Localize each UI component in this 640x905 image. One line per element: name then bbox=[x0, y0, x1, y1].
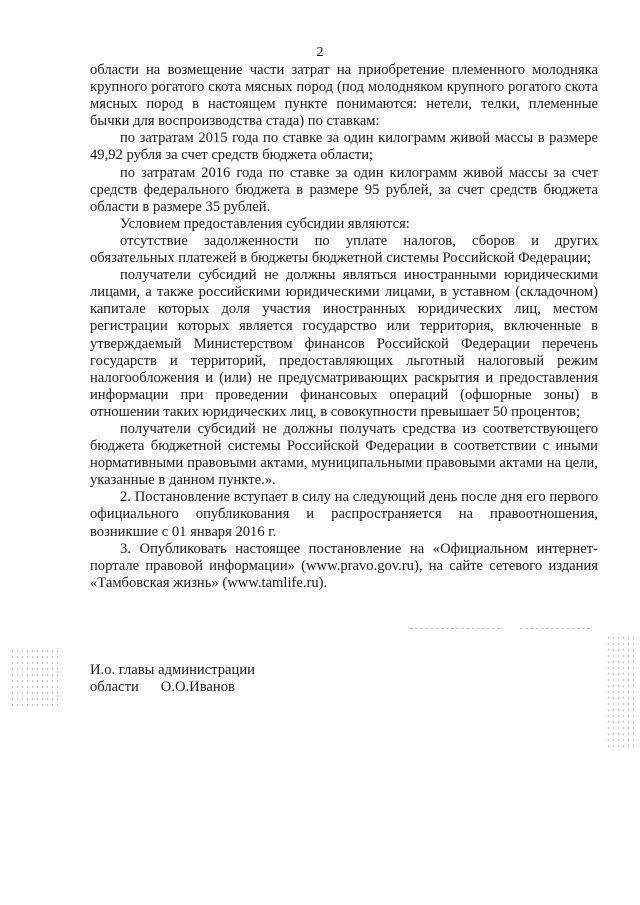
signature-block bbox=[90, 662, 255, 695]
scan-noise-right bbox=[606, 635, 634, 747]
scan-noise-left bbox=[10, 648, 58, 710]
paragraph-conditions-heading: Условием предоставления субсидии являются: bbox=[120, 215, 410, 232]
document-body bbox=[90, 62, 598, 592]
paragraph-rate-2016: по затратам 2016 года по ставке за один килограмм живой массы за счет средств федерального бюджета в размере 95 рублей, за счет средств бюджета области в размере 35 рублей. bbox=[90, 164, 598, 215]
paragraph-subsidy-rates-intro: области на возмещение части затрат на приобретение племенного молодняка крупного рогатого скота мясных пород (под молодняком крупного рогатого скота мясных пород в настоящем пункте понимаются: нетели, телки, племенные бычки для воспроизводства стада) по ставкам: bbox=[90, 62, 598, 130]
signature-region: области bbox=[90, 678, 139, 695]
page-number: 2 bbox=[316, 45, 324, 60]
paragraph-condition-no-debt: отсутствие задолженности по уплате налогов, сборов и других обязательных платежей в бюджеты бюджетной системы Российской Федерации; bbox=[90, 232, 598, 267]
paragraph-condition-no-other-funds: получатели субсидий не должны получать средства из соответствующего бюджета бюджетной системы Российской Федерации в соответствии с иными нормативными правовыми актами, муниципальными правовыми актами на цели, указанные в данном пункте.». bbox=[90, 420, 598, 489]
faint-rule bbox=[520, 628, 590, 629]
signatory-name: О.О.Иванов bbox=[160, 678, 235, 695]
signature-line-2 bbox=[90, 679, 255, 696]
paragraph-rate-2015: по затратам 2015 года по ставке за один килограмм живой массы в размере 49,92 рубля за счет средств бюджета области; bbox=[90, 130, 598, 164]
paragraph-publication: 3. Опубликовать настоящее постановление на «Официальном интернет-портале правовой информации» (www.pravo.gov.ru), на сайте сетевого издания «Тамбовская жизнь» (www.tamlife.ru). bbox=[90, 540, 598, 591]
signature-position: И.о. главы администрации bbox=[90, 662, 255, 678]
paragraph-condition-not-foreign: получатели субсидий не должны являться иностранными юридическими лицами, а также российскими юридическими лицами, в уставном (складочном) капитале которых доля участия иностранных юридических лиц, местом регистрации которых является государство или территория, включенные в утверждаемый Министерством финансов Российской Федерации перечень государств и территорий, предоставляющих льготный налоговый режим налогообложения и (или) не предусматривающих раскрытия и предоставления информации при проведении финансовых операций (офшорные зоны) в отношении таких юридических лиц, в совокупности превышает 50 процентов; bbox=[90, 267, 598, 420]
paragraph-entry-into-force: 2. Постановление вступает в силу на следующий день после дня его первого официального опубликования и распространяется на правоотношения, возникшие с 01 января 2016 г. bbox=[90, 489, 598, 540]
faint-rule bbox=[410, 628, 500, 629]
